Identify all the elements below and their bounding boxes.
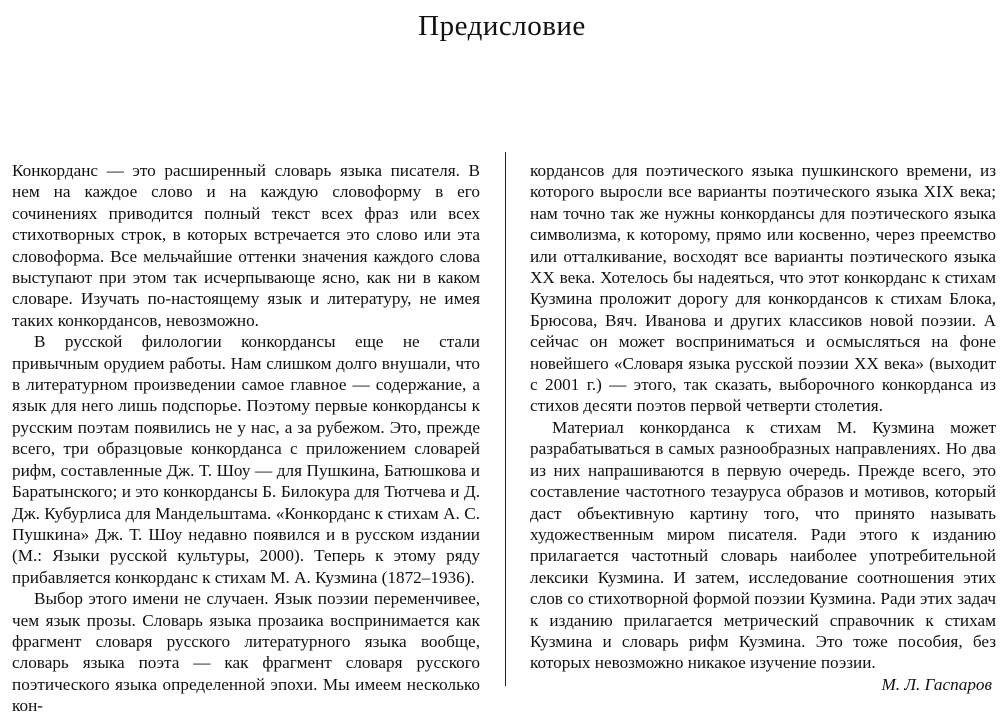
author-signature: М. Л. Гаспаров [881, 674, 992, 694]
right-column [530, 160, 996, 695]
paragraph-3: Выбор этого имени не случаен. Язык поэзии переменчивее, чем язык прозы. Словарь языка прозаика воспринимается как фрагмент словаря русского литературного языка вообще, словарь языка поэта — как фрагмент словаря русского поэтического языка определенной эпохи. Мы имеем несколько кон- [12, 589, 480, 716]
left-column [12, 160, 480, 717]
paragraph-5: Материал конкорданса к стихам М. Кузмина может разрабатываться в самых разнообразных направлениях. Но два из них напрашиваются в первую очередь. Прежде всего, это составление частотного тезауруса образов и мотивов, который даст объективную картину того, что принято называть художественным миром писателя. Ради этого к изданию прилагается частотный словарь наиболее употребительной лексики Кузмина. И затем, исследование соотношения этих слов со стихотворной формой поэзии Кузмина. Ради этих задач к изданию прилагается метрический справочник к стихам Кузмина и словарь рифм Кузмина. Это тоже пособия, без которых невозможно никакое изучение поэзии. [530, 417, 996, 673]
paragraph-1: Конкорданс — это расширенный словарь языка писателя. В нем на каждое слово и на каждую словоформу в его сочинениях приводится полный текст всех фраз или всех стихотворных строк, в которых встречается это слово или эта словоформа. Все мельчайшие оттенки значения каждого слова выступают при этом так исчерпывающе ясно, как ни в каком словаре. Изучать по-настоящему язык и литературу, не имея таких конкордансов, невозможно. [12, 161, 480, 330]
page-title: Предисловие [418, 10, 586, 42]
paragraph-2: В русской филологии конкордансы еще не стали привычным орудием работы. Нам слишком долго внушали, что в литературном произведении самое главное — содержание, а язык для него лишь подспорье. Поэтому первые конкордансы к русским поэтам появились не у нас, а за рубежом. Это, прежде всего, три образцовые конкорданса с приложением словарей рифм, составленные Дж. Т. Шоу — для Пушкина, Батюшкова и Баратынского; и это конкордансы Б. Билокура для Тютчева и Д. Дж. Кубурлиса для Мандельштама. «Конкорданс к стихам А. С. Пушкина» Дж. Т. Шоу недавно появился и в русском издании (М.: Языки русской культуры, 2000). Теперь к этому ряду прибавляется конкорданс к стихам М. А. Кузмина (1872–1936). [12, 332, 480, 587]
column-divider [505, 152, 506, 686]
paragraph-4: кордансов для поэтического языка пушкинского времени, из которого выросли все варианты поэтического языка XIX века; нам точно так же нужны конкордансы для поэтического языка символизма, к которому, прямо или косвенно, через преемство или отталкивание, восходят все варианты поэтического языка XX века. Хотелось бы надеяться, что этот конкорданс к стихам Кузмина проложит дорогу для конкордансов к стихам Блока, Брюсова, Вяч. Иванова и других классиков новой поэзии. А сейчас он может восприниматься и осмысляться на фоне новейшего «Словаря языка русской поэзии XX века» (выходит с 2001 г.) — этого, так сказать, выборочного конкорданса из стихов десяти поэтов первой четверти столетия. [530, 161, 996, 416]
